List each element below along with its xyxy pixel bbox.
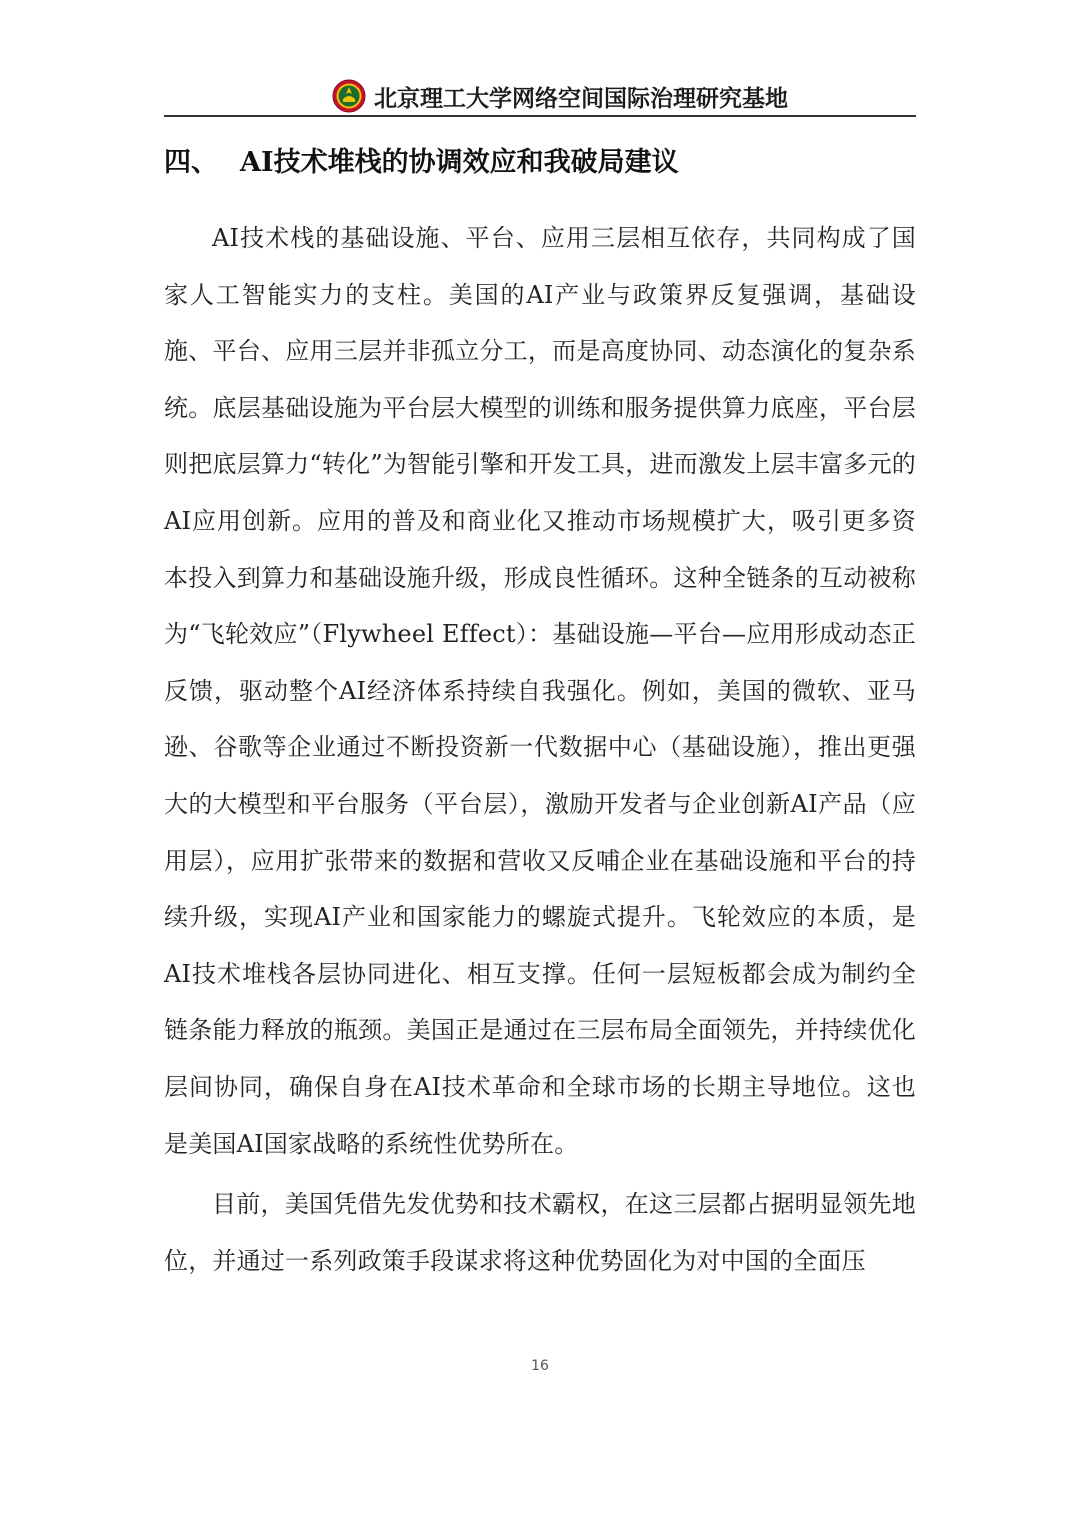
section-number: 四、 [164, 147, 218, 178]
section-heading [164, 140, 916, 180]
header-divider [164, 115, 916, 117]
paragraph: 目前，美国凭借先发优势和技术霸权，在这三层都占据明显领先地位，并通过一系列政策手段谋求将这种优势固化为对中国的全面压 [164, 1190, 916, 1275]
section-title-text: AI技术堆栈的协调效应和我破局建议 [240, 147, 679, 178]
header-content [332, 78, 788, 114]
institution-name: 北京理工大学网络空间国际治理研究基地 [374, 85, 788, 112]
paragraph: AI技术栈的基础设施、平台、应用三层相互依存，共同构成了国家人工智能实力的支柱。美国的AI产业与政策界反复强调，基础设施、平台、应用三层并非孤立分工，而是高度协同、动态演化的复杂系统。底层基础设施为平台层大模型的训练和服务提供算力底座，平台层则把底层算力“转化”为智能引擎和开发工具，进而激发上层丰富多元的AI应用创新。应用的普及和商业化又推动市场规模扩大，吸引更多资本投入到算力和基础设施升级，形成良性循环。这种全链条的互动被称为“飞轮效应”（Flywheel Effect）：基础设施—平台—应用形成动态正反馈，驱动整个AI经济体系持续自我强化。例如，美国的微软、亚马逊、谷歌等企业通过不断投资新一代数据中心（基础设施），推出更强大的大模型和平台服务（平台层），激励开发者与企业创新AI产品（应用层），应用扩张带来的数据和营收又反哺企业在基础设施和平台的持续升级，实现AI产业和国家能力的螺旋式提升。飞轮效应的本质，是AI技术堆栈各层协同进化、相互支撑。任何一层短板都会成为制约全链条能力释放的瓶颈。美国正是通过在三层布局全面领先，并持续优化层间协同，确保自身在AI技术革命和全球市场的长期主导地位。这也是美国AI国家战略的系统性优势所在。 [164, 224, 916, 1158]
page-number: 16 [531, 1358, 549, 1374]
page-header [164, 72, 916, 118]
body-text [164, 210, 916, 1293]
university-seal-icon [332, 79, 366, 113]
